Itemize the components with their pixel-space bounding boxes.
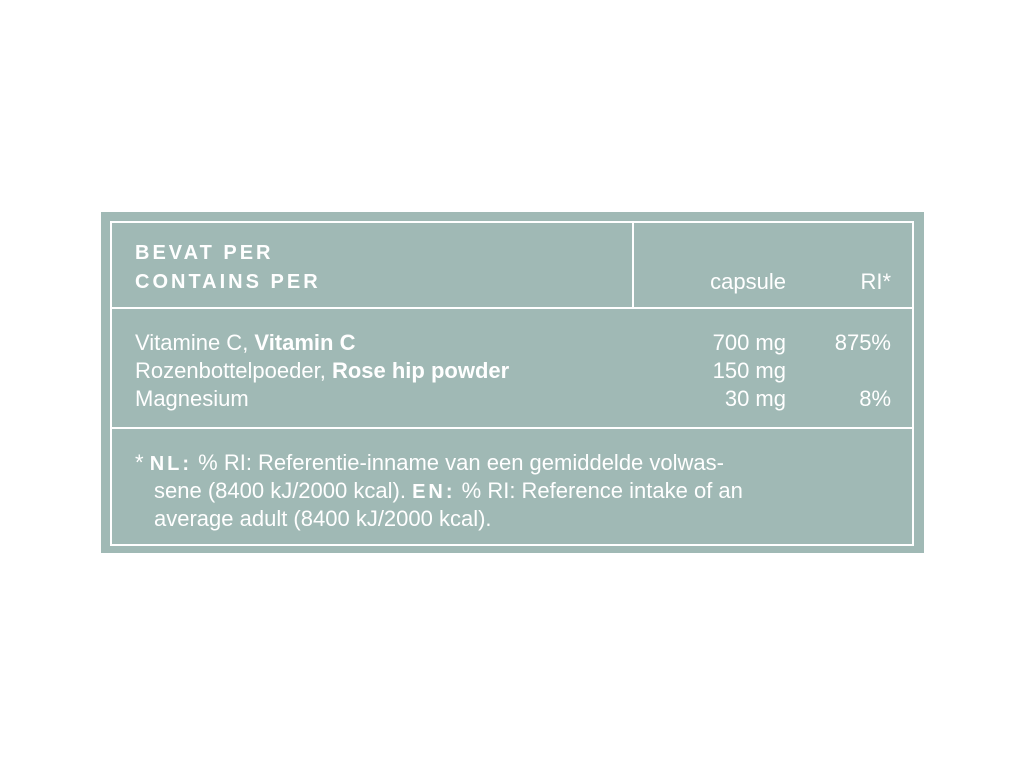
footnote-en-text-1: % RI: Reference intake of an <box>461 478 743 503</box>
header-divider <box>112 307 912 309</box>
table-row <box>135 329 355 357</box>
footnote-line-2 <box>154 477 743 506</box>
table-frame <box>110 221 914 546</box>
header-title-en: CONTAINS PER <box>135 271 321 293</box>
footnote-line-1 <box>135 449 724 478</box>
column-header-ri: RI* <box>860 269 891 294</box>
amount-value: 150 mg <box>712 358 786 383</box>
ri-value: 875% <box>834 330 891 355</box>
ingredient-name-en: Rose hip powder <box>331 358 510 383</box>
ri-value: 8% <box>859 386 891 411</box>
footnote-star: * <box>135 450 144 475</box>
footnote-nl-text-2: sene (8400 kJ/2000 kcal). <box>154 478 406 503</box>
footnote-nl-tag: NL: <box>149 453 193 475</box>
ingredient-name-nl: Rozenbottelpoeder, <box>135 358 332 383</box>
column-header-capsule: capsule <box>710 269 786 294</box>
footnote-nl-text-1: % RI: Referentie-inname van een gemiddelde volwas- <box>198 450 724 475</box>
amount-value: 30 mg <box>724 386 786 411</box>
ingredient-name-nl: Vitamine C, <box>135 330 255 355</box>
nutrition-table <box>101 212 924 553</box>
footnote-line-3 <box>154 505 492 533</box>
ingredient-name-nl: Magnesium <box>135 386 249 411</box>
header-column-divider <box>632 223 634 309</box>
header-title-nl: BEVAT PER <box>135 242 274 264</box>
amount-value: 700 mg <box>712 330 786 355</box>
footnote-en-tag: EN: <box>412 481 456 503</box>
footnote-divider <box>112 427 912 429</box>
table-row <box>135 385 249 413</box>
ingredient-name-en: Vitamin C <box>254 330 356 355</box>
table-row <box>135 357 509 385</box>
footnote-en-text-2: average adult (8400 kJ/2000 kcal). <box>154 506 492 531</box>
